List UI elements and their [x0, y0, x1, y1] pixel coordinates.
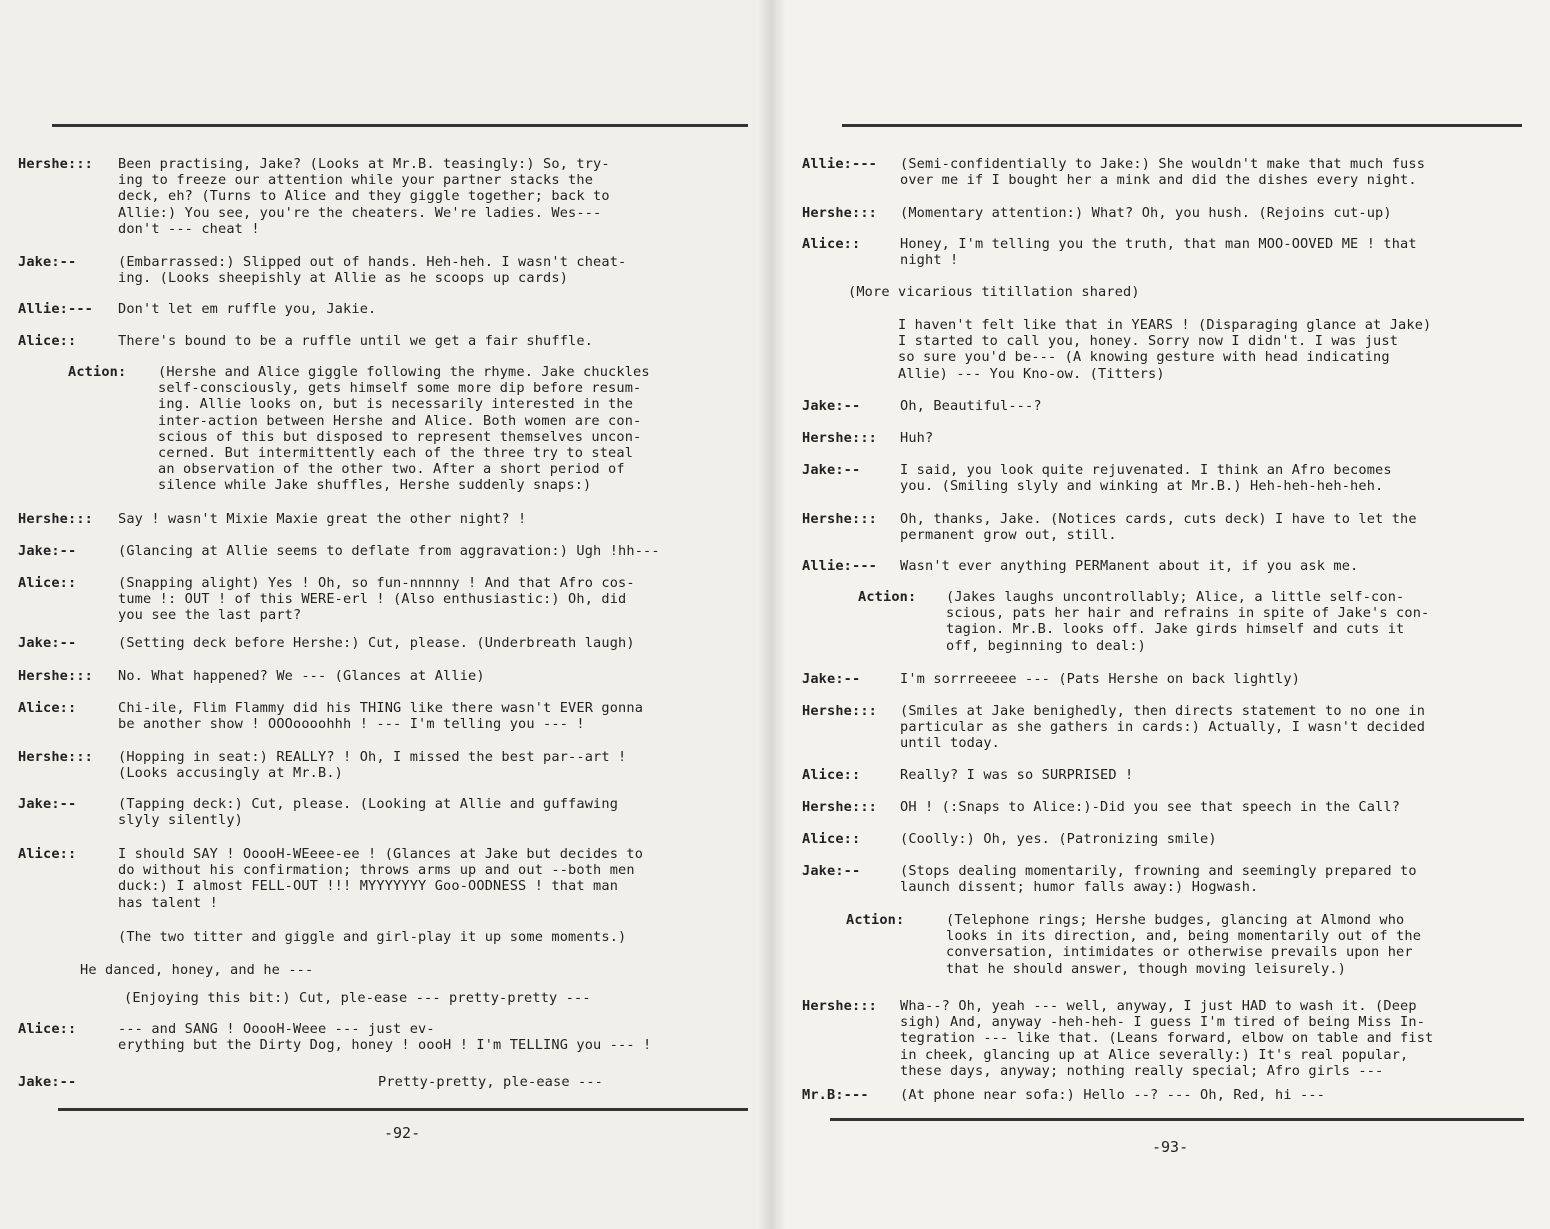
dialogue-entry: [772, 703, 1532, 754]
dialogue-entry: [0, 364, 760, 496]
dialogue-entry: [772, 589, 1532, 656]
speaker-label: Action:: [68, 364, 127, 380]
script-line: be another show ! OOOoooohhh ! --- I'm telling you --- !: [118, 716, 585, 733]
script-line: (Momentary attention:) What? Oh, you hush. (Rejoins cut-up): [900, 205, 1392, 221]
dialogue-entry: [0, 796, 760, 830]
dialogue-entry: [0, 1021, 760, 1055]
stage-direction: [0, 929, 760, 947]
speaker-label: Alice::: [18, 575, 77, 591]
speaker-label: Mr.B:---: [802, 1087, 869, 1103]
speaker-label: Jake:--: [802, 462, 861, 478]
stage-direction: [0, 962, 760, 980]
script-line: conversation, intimidates or otherwise prevails upon her: [946, 944, 1413, 961]
dialogue-entry: [0, 543, 760, 561]
speaker-label: Jake:--: [18, 543, 77, 559]
script-line: (More vicarious titillation shared): [848, 284, 1140, 300]
speaker-label: Alice::: [802, 767, 861, 783]
script-line: ing to freeze our attention while your partner stacks the: [118, 172, 594, 189]
script-line: (Hopping in seat:) REALLY? ! Oh, I missed the best par--art !: [118, 749, 627, 765]
speaker-label: Hershe:::: [18, 156, 94, 172]
script-line: an observation of the other two. After a short period of: [158, 461, 625, 478]
script-line: I haven't felt like that in YEARS ! (Disparaging glance at Jake): [898, 317, 1432, 333]
script-line: these days, anyway; nothing really special; Afro girls ---: [900, 1062, 1384, 1079]
speaker-label: Jake:--: [802, 398, 861, 414]
script-line: I'm sorrreeeee --- (Pats Hershe on back lightly): [900, 671, 1301, 687]
script-line: tume !: OUT ! of this WERE-erl ! (Also enthusiastic:) Oh, did: [118, 591, 627, 608]
speaker-label: Hershe:::: [802, 430, 878, 446]
dialogue-entry: [0, 156, 760, 239]
dialogue-entry: [0, 635, 760, 653]
dialogue-entry: [0, 700, 760, 734]
speaker-label: Hershe:::: [18, 749, 94, 765]
script-line: (Enjoying this bit:) Cut, ple-ease --- pretty-pretty ---: [124, 990, 591, 1006]
bottom-rule: [830, 1118, 1524, 1121]
page-gutter: [758, 0, 786, 1229]
speaker-label: Jake:--: [18, 1074, 77, 1090]
script-line: Wasn't ever anything PERManent about it, if you ask me.: [900, 558, 1359, 574]
speaker-label: Hershe:::: [802, 205, 878, 221]
script-line: He danced, honey, and he ---: [80, 962, 314, 978]
script-line: Pretty-pretty, ple-ease ---: [378, 1074, 604, 1090]
script-line: off, beginning to deal:): [946, 637, 1147, 654]
script-line: Oh, Beautiful---?: [900, 398, 1042, 414]
dialogue-entry: [772, 236, 1532, 270]
speaker-label: Hershe:::: [802, 998, 878, 1014]
script-line: I said, you look quite rejuvenated. I think an Afro becomes: [900, 462, 1392, 478]
script-line: so sure you'd be--- (A knowing gesture with head indicating: [898, 349, 1390, 366]
script-line: has talent !: [118, 894, 219, 911]
script-line: cerned. But intermittently each of the three try to steal: [158, 445, 634, 461]
script-line: in cheek, glancing up at Alice severally:) It's real popular,: [900, 1046, 1409, 1063]
script-line: ing. Allie looks on, but is necessarily interested in the: [158, 396, 634, 413]
script-line: (Semi-confidentially to Jake:) She wouldn't make that much fuss: [900, 156, 1426, 172]
speaker-label: Alice::: [18, 1021, 77, 1037]
dialogue-entry: [0, 301, 760, 319]
script-line: (Hershe and Alice giggle following the rhyme. Jake chuckles: [158, 364, 650, 380]
script-line: you. (Smiling slyly and winking at Mr.B.) Heh-heh-heh-heh.: [900, 478, 1384, 495]
bottom-rule: [58, 1108, 748, 1111]
dialogue-entry: [772, 767, 1532, 785]
script-line: that he should answer, though moving leisurely.): [946, 960, 1347, 977]
speaker-label: Alice::: [802, 831, 861, 847]
top-rule: [52, 124, 748, 127]
script-line: permanent grow out, still.: [900, 527, 1117, 544]
dialogue-entry: [772, 799, 1532, 817]
script-line: ing. (Looks sheepishly at Allie as he scoops up cards): [118, 270, 569, 287]
script-line: (The two titter and giggle and girl-play it up some moments.): [118, 929, 627, 945]
dialogue-entry: [772, 558, 1532, 576]
dialogue-entry: [772, 205, 1532, 223]
speaker-label: Alice::: [802, 236, 861, 252]
script-line: I started to call you, honey. Sorry now I didn't. I was just: [898, 333, 1399, 350]
script-line: (Tapping deck:) Cut, please. (Looking at Allie and guffawing: [118, 796, 619, 812]
speaker-label: Alice::: [18, 846, 77, 862]
dialogue-entry: [772, 156, 1532, 190]
script-line: (At phone near sofa:) Hello --? --- Oh, Red, hi ---: [900, 1087, 1326, 1103]
script-line: you see the last part?: [118, 607, 302, 624]
script-line: night !: [900, 252, 959, 269]
left-page: [0, 0, 772, 1229]
speaker-label: Jake:--: [802, 863, 861, 879]
script-line: (Setting deck before Hershe:) Cut, please. (Underbreath laugh): [118, 635, 635, 651]
speaker-label: Hershe:::: [802, 511, 878, 527]
script-line: Oh, thanks, Jake. (Notices cards, cuts deck) I have to let the: [900, 511, 1417, 527]
script-line: Allie) --- You Kno-ow. (Titters): [898, 365, 1165, 382]
speaker-label: Action:: [858, 589, 917, 605]
script-line: (Looks accusingly at Mr.B.): [118, 765, 344, 782]
script-line: Don't let em ruffle you, Jakie.: [118, 301, 377, 317]
dialogue-entry: [772, 671, 1532, 689]
dialogue-entry: [772, 831, 1532, 849]
dialogue-entry: [0, 990, 760, 1008]
script-line: silence while Jake shuffles, Hershe suddenly snaps:): [158, 477, 592, 494]
script-line: duck:) I almost FELL-OUT !!! MYYYYYYY Goo-OODNESS ! that man: [118, 878, 619, 895]
script-line: Really? I was so SURPRISED !: [900, 767, 1134, 783]
speaker-label: Alice::: [18, 700, 77, 716]
script-line: scious of this but disposed to represent themselves uncon-: [158, 428, 642, 445]
dialogue-entry: [0, 333, 760, 351]
script-line: over me if I bought her a mink and did the dishes every night.: [900, 172, 1417, 189]
dialogue-entry: [772, 998, 1532, 1081]
script-line: until today.: [900, 735, 1001, 752]
speaker-label: Action:: [846, 912, 905, 928]
script-line: (Embarrassed:) Slipped out of hands. Heh-heh. I wasn't cheat-: [118, 254, 627, 270]
script-line: Wha--? Oh, yeah --- well, anyway, I just HAD to wash it. (Deep: [900, 998, 1417, 1014]
right-page: [772, 0, 1550, 1229]
script-line: tagion. Mr.B. looks off. Jake girds himself and cuts it: [946, 621, 1405, 638]
script-line: --- and SANG ! OoooH-Weee --- just ev-: [118, 1021, 435, 1037]
script-line: I should SAY ! OoooH-WEeee-ee ! (Glances at Jake but decides to: [118, 846, 644, 862]
stage-direction: [772, 317, 1532, 384]
script-line: particular as she gathers in cards:) Actually, I wasn't decided: [900, 719, 1426, 736]
script-line: don't --- cheat !: [118, 220, 260, 237]
dialogue-entry: [0, 668, 760, 686]
dialogue-entry: [772, 912, 1532, 979]
script-line: There's bound to be a ruffle until we get a fair shuffle.: [118, 333, 594, 349]
script-line: Huh?: [900, 430, 934, 446]
dialogue-entry: [0, 254, 760, 288]
speaker-label: Allie:---: [802, 558, 878, 574]
dialogue-entry: [0, 575, 760, 626]
dialogue-entry: [772, 511, 1532, 545]
script-line: looks in its direction, and, being momentarily out of the: [946, 928, 1422, 945]
dialogue-entry: [0, 846, 760, 913]
dialogue-entry: [0, 749, 760, 783]
speaker-label: Jake:--: [18, 796, 77, 812]
dialogue-entry: [772, 1087, 1532, 1105]
top-rule: [842, 124, 1522, 127]
script-line: launch dissent; humor falls away:) Hogwash.: [900, 879, 1259, 896]
speaker-label: Alice::: [18, 333, 77, 349]
script-line: Honey, I'm telling you the truth, that man MOO-OOVED ME ! that: [900, 236, 1417, 252]
script-line: Allie:) You see, you're the cheaters. We're ladies. Wes---: [118, 204, 602, 221]
page-number: -93-: [1152, 1138, 1189, 1156]
speaker-label: Hershe:::: [18, 668, 94, 684]
script-line: scious, pats her hair and refrains in spite of Jake's con-: [946, 605, 1430, 622]
script-line: tegration --- like that. (Leans forward, elbow on table and fist: [900, 1030, 1434, 1047]
script-line: OH ! (:Snaps to Alice:)-Did you see that speech in the Call?: [900, 799, 1401, 815]
script-line: inter-action between Hershe and Alice. Both women are con-: [158, 412, 642, 429]
dialogue-entry: [0, 511, 760, 529]
script-line: Say ! wasn't Mixie Maxie great the other night? !: [118, 511, 527, 527]
dialogue-entry: [772, 430, 1532, 448]
dialogue-entry: [772, 398, 1532, 416]
script-line: (Jakes laughs uncontrollably; Alice, a little self-con-: [946, 589, 1405, 605]
script-line: self-consciously, gets himself some more dip before resum-: [158, 380, 642, 397]
script-line: (Coolly:) Oh, yes. (Patronizing smile): [900, 831, 1217, 847]
script-line: Chi-ile, Flim Flammy did his THING like there wasn't EVER gonna: [118, 700, 644, 716]
script-line: (Stops dealing momentarily, frowning and seemingly prepared to: [900, 863, 1417, 879]
speaker-label: Allie:---: [802, 156, 878, 172]
script-line: do without his confirmation; throws arms up and out --both men: [118, 862, 635, 879]
dialogue-entry: [0, 1074, 760, 1092]
script-line: erything but the Dirty Dog, honey ! oooH ! I'm TELLING you --- !: [118, 1037, 652, 1054]
speaker-label: Jake:--: [18, 254, 77, 270]
script-line: deck, eh? (Turns to Alice and they giggle together; back to: [118, 188, 610, 205]
speaker-label: Allie:---: [18, 301, 94, 317]
script-line: Been practising, Jake? (Looks at Mr.B. teasingly:) So, try-: [118, 156, 610, 172]
script-line: (Glancing at Allie seems to deflate from aggravation:) Ugh !hh---: [118, 543, 660, 559]
script-line: (Snapping alight) Yes ! Oh, so fun-nnnnny ! And that Afro cos-: [118, 575, 635, 591]
script-line: No. What happened? We --- (Glances at Allie): [118, 668, 485, 684]
script-line: slyly silently): [118, 812, 244, 829]
stage-direction: [772, 284, 1532, 302]
page-number: -92-: [384, 1124, 421, 1142]
speaker-label: Jake:--: [18, 635, 77, 651]
dialogue-entry: [772, 462, 1532, 496]
speaker-label: Hershe:::: [802, 799, 878, 815]
script-line: (Telephone rings; Hershe budges, glancing at Almond who: [946, 912, 1405, 928]
dialogue-entry: [772, 863, 1532, 897]
script-line: (Smiles at Jake benighedly, then directs statement to no one in: [900, 703, 1426, 719]
speaker-label: Jake:--: [802, 671, 861, 687]
script-line: sigh) And, anyway -heh-heh- I guess I'm tired of being Miss In-: [900, 1014, 1426, 1031]
speaker-label: Hershe:::: [802, 703, 878, 719]
speaker-label: Hershe:::: [18, 511, 94, 527]
